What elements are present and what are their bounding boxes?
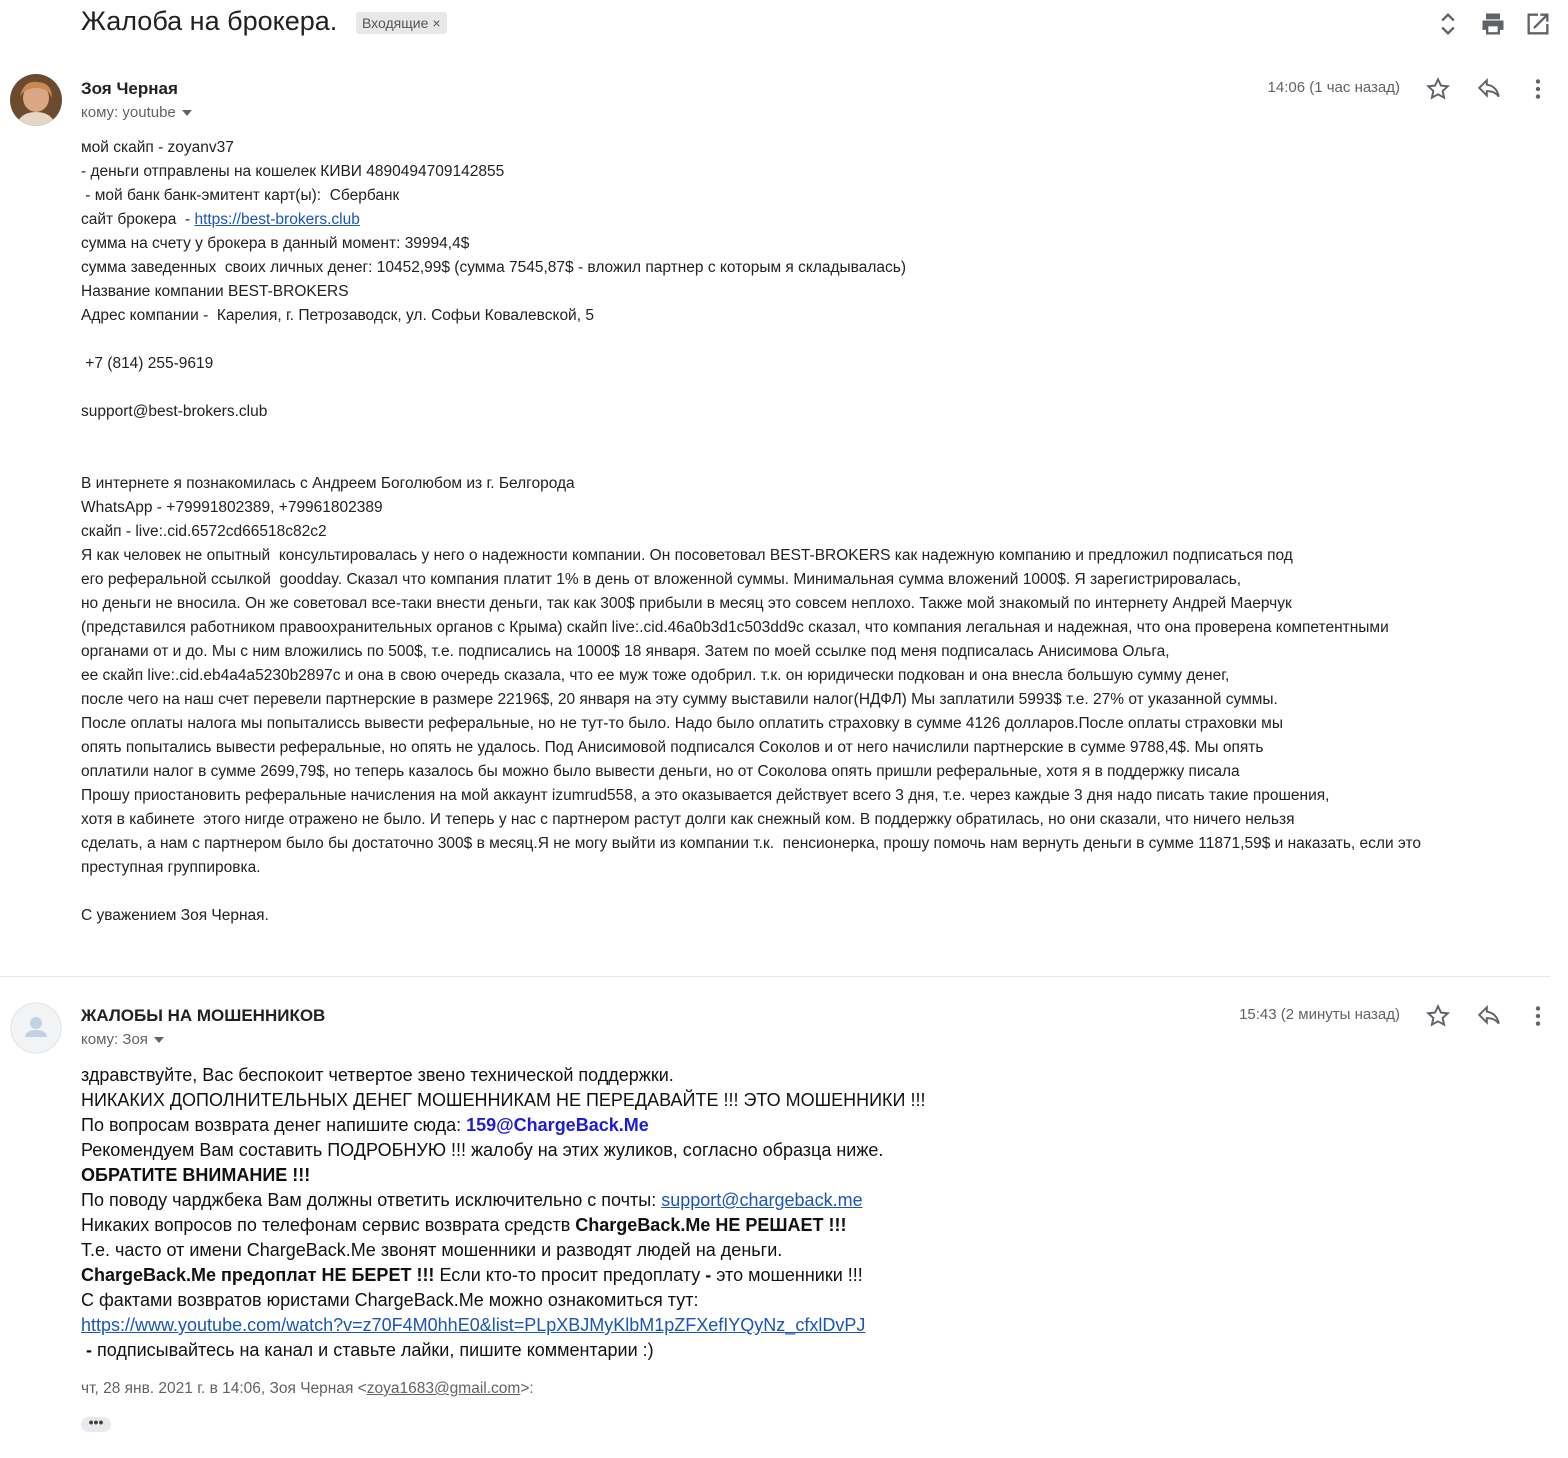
subscribe-text: подписывайтесь на канал и ставьте лайки, пишите комментарии :)	[92, 1340, 654, 1360]
body-line	[81, 1213, 1521, 1238]
support-email-prompt: По поводу чарджбека Вам должны ответить исключительно с почты:	[81, 1190, 662, 1210]
quote-prefix: чт, 28 янв. 2021 г. в 14:06, Зоя Черная <	[81, 1380, 367, 1397]
body-line: Название компании BEST-BROKERS	[81, 283, 349, 300]
body-line: Рекомендуем Вам составить ПОДРОБНУЮ !!! жалобу на этих жуликов, согласно образца ниже.	[81, 1140, 884, 1160]
attention-heading: ОБРАТИТЕ ВНИМАНИЕ !!!	[81, 1165, 311, 1185]
blank-line	[81, 328, 1521, 352]
body-line: здравствуйте, Вас беспокоит четвертое звено технической поддержки.	[81, 1065, 674, 1085]
email-subject: Жалоба на брокера.	[81, 6, 338, 36]
message-time: 14:06 (1 час назад)	[1267, 79, 1400, 96]
body-line: Т.е. часто от имени ChargeBack.Me звонят мошенники и разводят людей на деньги.	[81, 1240, 783, 1260]
body-line	[81, 208, 1521, 232]
print-icon[interactable]	[1479, 10, 1507, 38]
reply-icon[interactable]	[1476, 1003, 1502, 1029]
body-line	[81, 1263, 1521, 1288]
message-divider	[0, 976, 1550, 977]
dash: -	[705, 1265, 712, 1285]
recipient-details[interactable]	[81, 104, 192, 121]
body-line	[81, 1163, 1521, 1188]
body-line: ее скайп live:.cid.eb4a4a5230b2897c и она в свою очередь сказала, что ее муж тоже одобрил. т.к. он юридически подкован и она внесла большую сумму денег,	[81, 667, 1230, 684]
body-line: +7 (814) 255-9619	[81, 355, 214, 372]
body-line: оплатили налог в сумме 2699,79$, но теперь казалось бы можно было вывести деньги, но от Соколова опять пришли реферальные, хотя я в поддержку писала	[81, 763, 1240, 780]
contact-prompt: По вопросам возврата денег напишите сюда:	[81, 1115, 467, 1135]
chargeback-email[interactable]: 159@ChargeBack.Me	[466, 1115, 649, 1135]
body-line	[81, 1113, 1521, 1138]
broker-site-label: сайт брокера -	[81, 211, 195, 228]
body-line	[81, 1313, 1521, 1338]
body-line: НИКАКИХ ДОПОЛНИТЕЛЬНЫХ ДЕНЕГ МОШЕННИКАМ НЕ ПЕРЕДАВАЙТЕ !!! ЭТО МОШЕННИКИ !!!	[81, 1090, 926, 1110]
message-2-body	[81, 1063, 1521, 1363]
body-line: сумма на счету у брокера в данный момент: 39994,4$	[81, 235, 470, 252]
body-line: хотя в кабинете этого нигде отражено не было. И теперь у нас с партнером растут долги как снежный ком. В поддержку обратилась, но они сказали, что ничего нельзя	[81, 811, 1295, 828]
sender-name[interactable]: ЖАЛОБЫ НА МОШЕННИКОВ	[81, 1006, 326, 1025]
body-line: Адрес компании - Карелия, г. Петрозаводск, ул. Софьи Ковалевской, 5	[81, 307, 594, 324]
body-line: опять попытались вывести реферальные, но опять не удалось. Под Анисимовой подписался Соколов и от него начислили партнерские в сумме 9788,4$. Мы опять	[81, 739, 1264, 756]
blank-line	[81, 424, 1521, 448]
body-line: сделать, а нам с партнером было бы достаточно 300$ в месяц.Я не могу выйти из компании т.к. пенсионерка, прошу помочь нам вернуть деньги в сумме 11871,59$ и наказать, если это	[81, 835, 1422, 852]
dash: -	[81, 1340, 92, 1360]
subject-bar	[0, 0, 1568, 48]
prepay-warning: Если кто-то просит предоплату	[434, 1265, 706, 1285]
chevron-down-icon[interactable]	[154, 1037, 164, 1043]
body-line: органами от и до. Мы с ним вложились по 500$, т.е. подписались на 1000$ 18 января. Затем по моей ссылке под меня подписалась Анисимова Ольга,	[81, 643, 1170, 660]
signature: С уважением Зоя Черная.	[81, 907, 269, 924]
body-line: - мой банк банк-эмитент карт(ы): Сбербанк	[81, 187, 400, 204]
more-vert-icon[interactable]	[1525, 76, 1551, 102]
recipient-text: кому: youtube	[81, 104, 176, 121]
body-line: Я как человек не опытный консультировалась у него о надежности компании. Он посоветовал BEST-BROKERS как надежную компанию и предложил подписаться под	[81, 547, 1293, 564]
no-prepay-bold: ChargeBack.Me предоплат НЕ БЕРЕТ !!!	[81, 1265, 435, 1285]
body-line: но деньги не вносила. Он же советовал все-таки внести деньги, так как 300$ прибыли в месяц это совсем неплохо. Также мой знакомый по интернету Андрей Маерчук	[81, 595, 1292, 612]
body-line: сумма заведенных своих личных денег: 10452,99$ (сумма 7545,87$ - вложил партнер с которым я складывалась)	[81, 259, 907, 276]
label-chip-inbox[interactable]	[356, 12, 447, 34]
star-icon[interactable]	[1425, 1003, 1451, 1029]
quote-email-link[interactable]: zoya1683@gmail.com	[366, 1380, 521, 1397]
phone-warning-text: Никаких вопросов по телефонам сервис возврата средств	[81, 1215, 576, 1235]
blank-line	[81, 376, 1521, 400]
body-line: мой скайп - zoyanv37	[81, 139, 234, 156]
star-icon[interactable]	[1425, 76, 1451, 102]
open-in-new-window-icon[interactable]	[1524, 10, 1552, 38]
body-line: преступная группировка.	[81, 859, 261, 876]
message-1-body	[81, 136, 1521, 928]
sender-avatar-photo[interactable]	[10, 74, 62, 126]
remove-label-icon[interactable]: ×	[432, 15, 441, 31]
more-vert-icon[interactable]	[1525, 1003, 1551, 1029]
blank-line	[81, 880, 1521, 904]
chevron-down-icon[interactable]	[182, 110, 192, 116]
support-email-link[interactable]: support@chargeback.me	[661, 1190, 863, 1210]
body-line	[81, 1338, 1521, 1363]
body-line: скайп - live:.cid.6572cd66518c82c2	[81, 523, 327, 540]
reply-icon[interactable]	[1476, 76, 1502, 102]
label-chip-text: Входящие	[362, 15, 429, 31]
body-line: После оплаты налога мы попыталисcь вывести реферальные, но не тут-то было. Надо было оплатить страховку в сумме 4126 долларов.После оплаты страховки мы	[81, 715, 1283, 732]
body-line: В интернете я познакомилась с Андреем Боголюбом из г. Белгорода	[81, 475, 575, 492]
quoted-header	[81, 1380, 534, 1398]
prepay-warning-end: это мошенники !!!	[711, 1265, 863, 1285]
phone-warning-bold: ChargeBack.Me НЕ РЕШАЕТ !!!	[575, 1215, 847, 1235]
recipient-details[interactable]	[81, 1031, 164, 1048]
sender-avatar-default[interactable]	[10, 1002, 62, 1054]
youtube-link[interactable]: https://www.youtube.com/watch?v=z70F4M0hhE0&list=PLpXBJMyKlbM1pZFXefIYQyNz_cfxlDvPJ	[81, 1315, 866, 1335]
body-line: support@best-brokers.club	[81, 403, 268, 420]
sender-name[interactable]: Зоя Черная	[81, 79, 178, 98]
body-line: после чего на наш счет перевели партнерские в размере 22196$, 20 января на эту сумму выставили налог(НДФЛ) Мы заплатили 5993$ т.е. 27% от указанной суммы.	[81, 691, 1278, 708]
quote-suffix: >:	[520, 1380, 534, 1397]
body-line: (представился работником правоохранительных органов с Крыма) скайп live:.cid.46a0b3d1c503dd9c сказал, что компания легальная и надежная, что она проверена компетентными	[81, 619, 1389, 636]
body-line: Прошу приостановить реферальные начисления на мой аккаунт izumrud558, а это оказывается действует всего 3 дня, т.е. через каждые 3 дня надо писать такие прошения,	[81, 787, 1330, 804]
body-line	[81, 1188, 1521, 1213]
blank-line	[81, 448, 1521, 472]
expand-collapse-icon[interactable]	[1434, 10, 1462, 38]
show-trimmed-content-button[interactable]: •••	[81, 1417, 111, 1432]
message-time: 15:43 (2 минуты назад)	[1239, 1006, 1400, 1023]
recipient-text: кому: Зоя	[81, 1031, 148, 1048]
body-line: его реферальной ссылкой goodday. Сказал что компания платит 1% в день от вложенной суммы. Минимальная сумма вложений 1000$. Я зарегистрировалась,	[81, 571, 1242, 588]
body-line: - деньги отправлены на кошелек КИВИ 4890494709142855	[81, 163, 505, 180]
broker-site-link[interactable]: https://best-brokers.club	[194, 211, 360, 228]
body-line: С фактами возвратов юристами ChargeBack.Me можно ознакомиться тут:	[81, 1290, 699, 1310]
body-line: WhatsApp - +79991802389, +79961802389	[81, 499, 383, 516]
